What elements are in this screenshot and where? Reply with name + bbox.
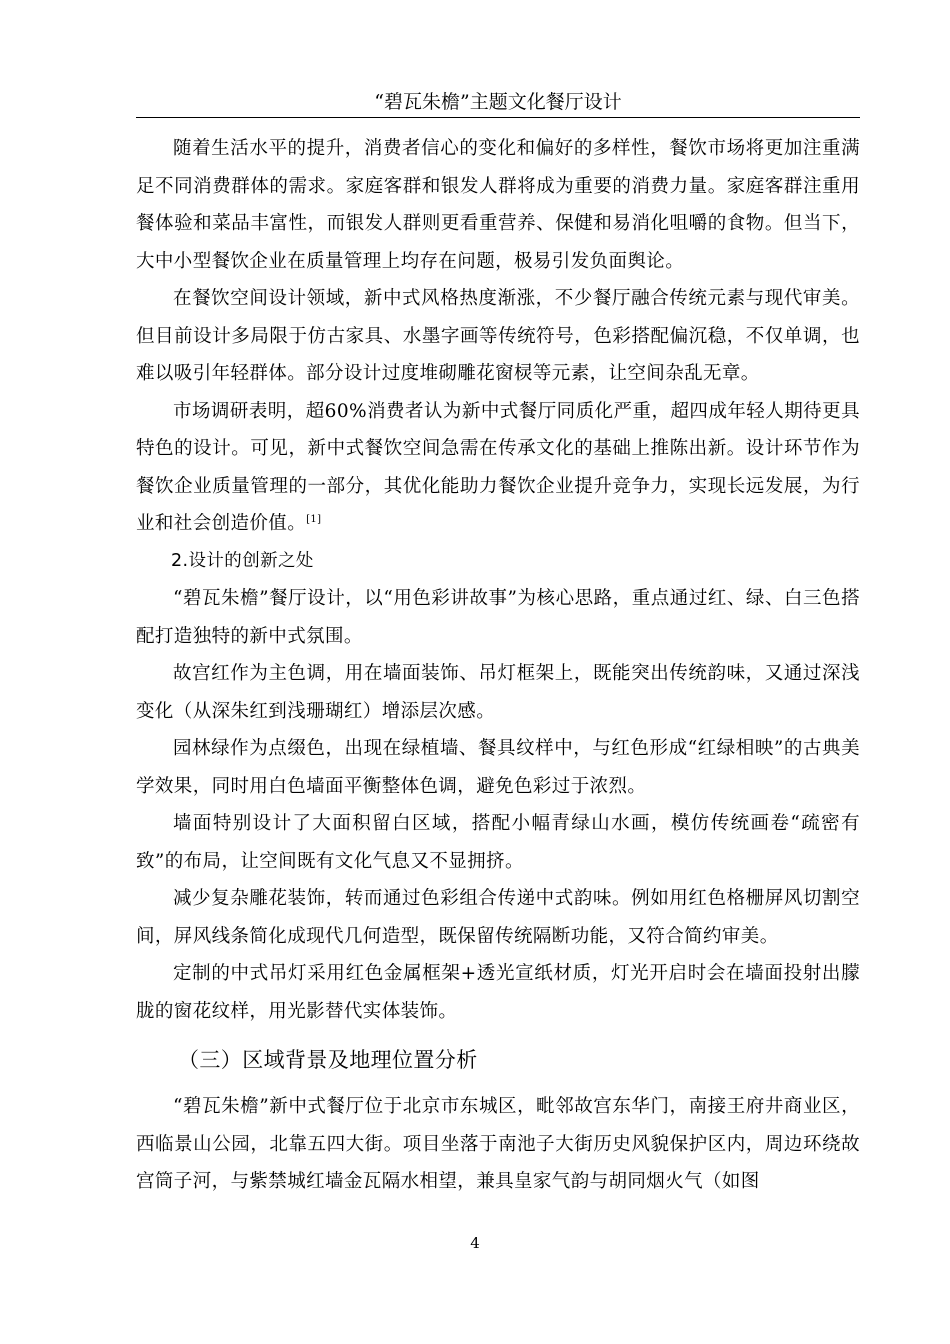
paragraph: 定制的中式吊灯采用红色金属框架+透光宣纸材质，灯光开启时会在墙面投射出朦胧的窗花纹样，用光影替代实体装饰。: [136, 963, 860, 1022]
paragraph: 墙面特别设计了大面积留白区域，搭配小幅青绿山水画，模仿传统画卷“疏密有致”的布局，让空间既有文化气息又不显拥挤。: [136, 813, 860, 872]
paragraph: “碧瓦朱檐”餐厅设计，以“用色彩讲故事”为核心思路，重点通过红、绿、白三色搭配打造独特的新中式氛围。: [136, 588, 860, 647]
running-header: “碧瓦朱檐”主题文化餐厅设计: [136, 90, 860, 118]
subsection-heading: 2.设计的创新之处: [171, 550, 314, 571]
paragraph: 在餐饮空间设计领域，新中式风格热度渐涨，不少餐厅融合传统元素与现代审美。但目前设计多局限于仿古家具、水墨字画等传统符号，色彩搭配偏沉稳，不仅单调，也难以吸引年轻群体。部分设计过度堆砌雕花窗棂等元素，让空间杂乱无章。: [136, 288, 860, 384]
paragraph: 园林绿作为点缀色，出现在绿植墙、餐具纹样中，与红色形成“红绿相映”的古典美学效果，同时用白色墙面平衡整体色调，避免色彩过于浓烈。: [136, 738, 860, 797]
body-text: [136, 130, 860, 1201]
paragraph: [136, 393, 860, 543]
paragraph-text: 市场调研表明，超60%消费者认为新中式餐厅同质化严重，超四成年轻人期待更具特色的设计。可见，新中式餐饮空间急需在传承文化的基础上推陈出新。设计环节作为餐饮企业质量管理的一部分，其优化能助力餐饮企业提升竞争力，实现长远发展，为行业和社会创造价值。: [136, 400, 860, 534]
page-number: 4: [470, 1234, 480, 1252]
paragraph: 减少复杂雕花装饰，转而通过色彩组合传递中式韵味。例如用红色格栅屏风切割空间，屏风线条简化成现代几何造型，既保留传统隔断功能，又符合简约审美。: [136, 888, 860, 947]
paragraph: 随着生活水平的提升，消费者信心的变化和偏好的多样性，餐饮市场将更加注重满足不同消费群体的需求。家庭客群和银发人群将成为重要的消费力量。家庭客群注重用餐体验和菜品丰富性，而银发人群则更看重营养、保健和易消化咀嚼的食物。但当下，大中小型餐饮企业在质量管理上均存在问题，极易引发负面舆论。: [136, 138, 860, 272]
paragraph: 故宫红作为主色调，用在墙面装饰、吊灯框架上，既能突出传统韵味，又通过深浅变化（从深朱红到浅珊瑚红）增添层次感。: [136, 663, 860, 722]
section-heading: （三）区域背景及地理位置分析: [178, 1048, 478, 1072]
citation-ref[interactable]: [1]: [306, 514, 322, 525]
paragraph: “碧瓦朱檐”新中式餐厅位于北京市东城区，毗邻故宫东华门，南接王府井商业区，西临景山公园，北靠五四大街。项目坐落于南池子大街历史风貌保护区内，周边环绕故宫筒子河，与紫禁城红墙金瓦隔水相望，兼具皇家气韵与胡同烟火气（如图: [136, 1096, 860, 1192]
